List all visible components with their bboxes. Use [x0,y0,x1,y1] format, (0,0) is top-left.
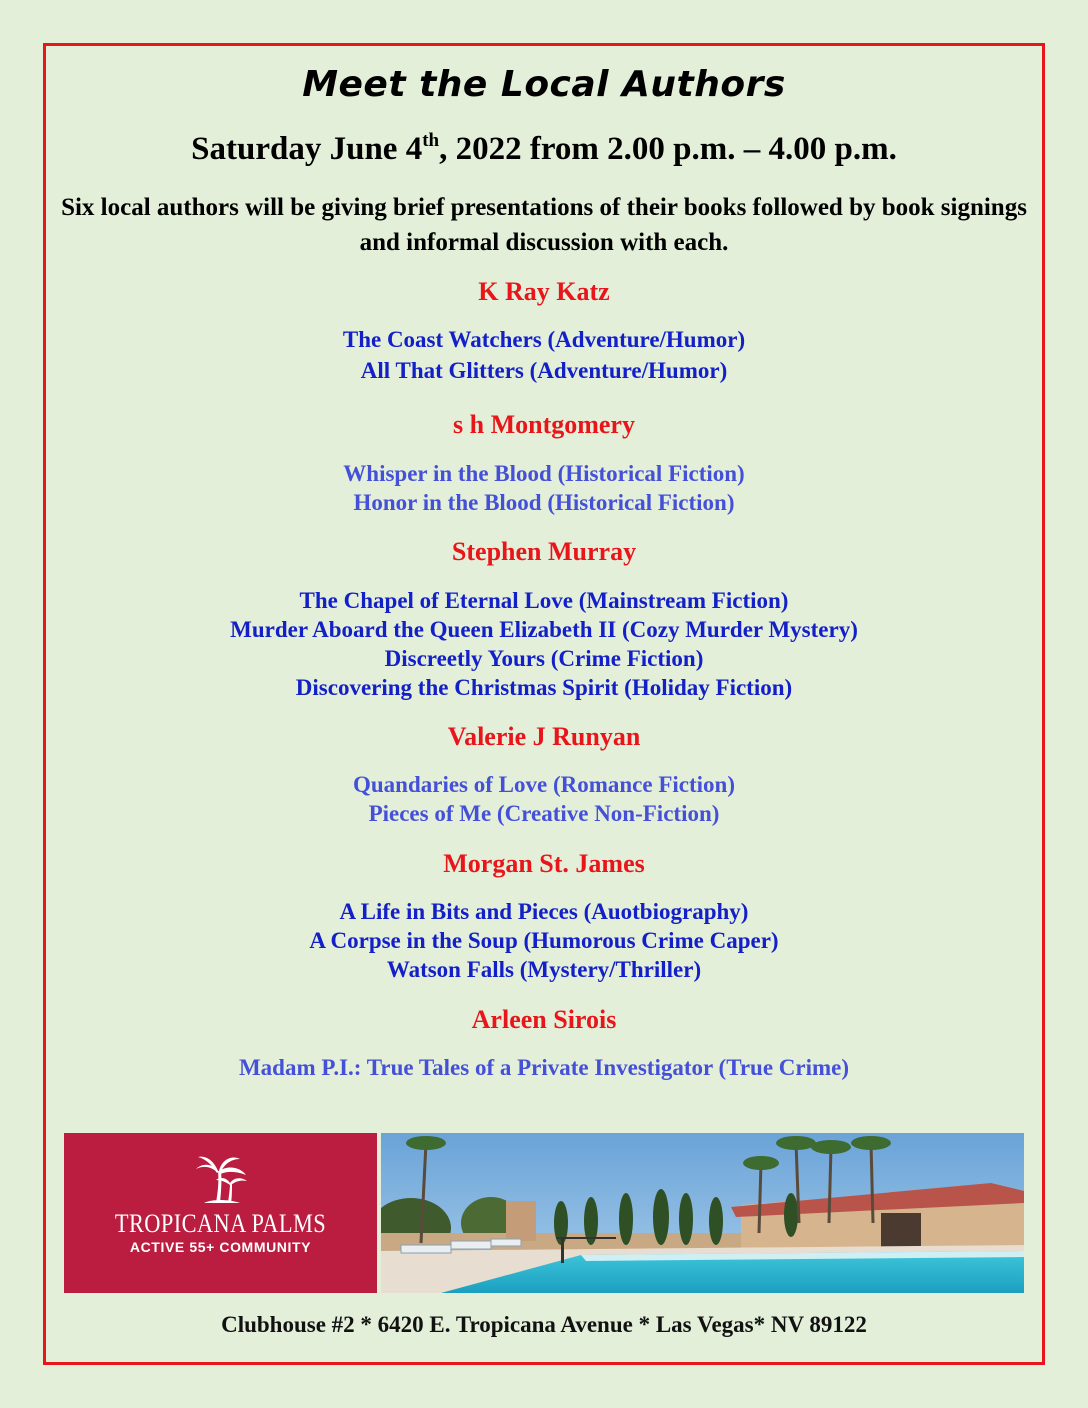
book-title: A Life in Bits and Pieces (Auotbiography) [339,899,749,924]
book-title: Discreetly Yours (Crime Fiction) [384,646,704,671]
book-title: The Coast Watchers (Adventure/Humor) [342,327,746,352]
book-title: Watson Falls (Mystery/Thriller) [386,957,702,982]
book-title: The Chapel of Eternal Love (Mainstream Fiction) [299,588,789,613]
book-list [0,586,1088,702]
author-name: Morgan St. James [443,849,645,878]
date-time: , 2022 from 2.00 p.m. – 4.00 p.m. [439,131,897,167]
book-title: Whisper in the Blood (Historical Fiction) [343,461,745,486]
brand-tagline: ACTIVE 55+ COMMUNITY [129,1239,312,1255]
intro-text: Six local authors will be giving brief presentations of their books followed by book signings and informal discussion with each. [61,194,1027,256]
tropicana-palms-logo [64,1133,377,1293]
brand-name: TROPICANA PALMS [114,1209,327,1238]
book-list [0,770,1088,828]
book-title: Pieces of Me (Creative Non-Fiction) [368,801,720,826]
book-title: A Corpse in the Soup (Humorous Crime Caper) [309,928,779,953]
book-title: Madam P.I.: True Tales of a Private Investigator (True Crime) [238,1055,850,1080]
author-name: Stephen Murray [451,537,637,566]
book-title: All That Glitters (Adventure/Humor) [360,358,728,383]
book-list [0,897,1088,984]
book-title: Murder Aboard the Queen Elizabeth II (Cozy Murder Mystery) [230,617,858,642]
book-list [0,459,1088,517]
book-title: Honor in the Blood (Historical Fiction) [353,490,735,515]
page-title: Meet the Local Authors [302,64,786,105]
book-list [0,1053,1088,1082]
book-title: Quandaries of Love (Romance Fiction) [352,772,735,797]
author-name: s h Montgomery [453,410,635,439]
book-title: Discovering the Christmas Spirit (Holiday Fiction) [295,675,793,700]
date-prefix: Saturday June 4 [191,131,423,167]
pool-scene-image [381,1133,1024,1293]
author-name: Arleen Sirois [471,1005,617,1034]
date-suffix-ordinal: th [422,130,440,151]
author-name: Valerie J Runyan [447,722,641,751]
book-list [0,325,1088,385]
venue-address: Clubhouse #2 * 6420 E. Tropicana Avenue * Las Vegas* NV 89122 [221,1312,867,1337]
event-date [0,131,1088,168]
pool-photo [381,1133,1024,1293]
palm-tree-icon [192,1153,250,1205]
author-name: K Ray Katz [478,277,610,306]
